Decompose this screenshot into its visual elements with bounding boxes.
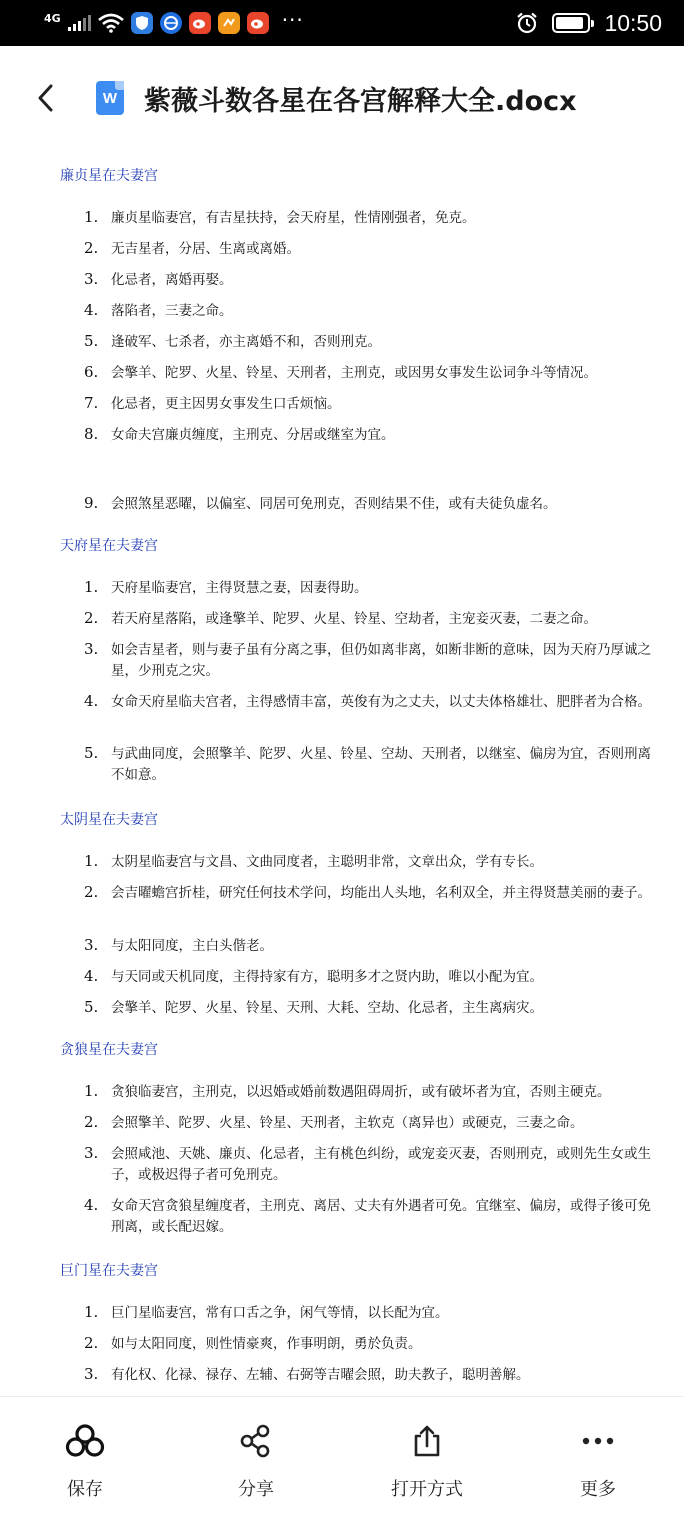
item-number: 5. [84,998,99,1016]
item-text: 太阴星临妻宫与文昌、文曲同度者，主聪明非常，文章出众，学有专长。 [111,854,543,870]
more-label: 更多 [580,1479,616,1500]
item-number: 7. [84,394,99,412]
item-number: 1. [84,1082,99,1100]
share-label: 分享 [238,1479,274,1500]
save-label: 保存 [67,1479,103,1500]
more-notifications-icon: ··· [281,8,304,32]
section-heading: 天府星在夫妻宫 [60,538,158,554]
network-type: 4G [44,11,61,25]
document-title: 紫薇斗数各星在各宫解释大全.docx [144,85,577,117]
item-text: 与武曲同度，会照擎羊、陀罗、火星、铃星、空劫、天刑者，以继室、偏房为宜，否则刑离不如意。 [111,746,651,783]
share-button[interactable] [196,1397,316,1520]
item-text: 化忌者，更主因男女事发生口舌烦恼。 [111,396,341,412]
more-button[interactable] [538,1397,658,1520]
item-number: 5. [84,332,99,350]
app-header [0,46,684,150]
item-number: 4. [84,301,99,319]
weibo-app-icon [189,12,211,34]
item-number: 3. [84,936,99,954]
item-text: 会擎羊、陀罗、火星、铃星、天刑、大耗、空劫、化忌者，主生离病灾。 [111,1000,543,1016]
item-text: 如会吉星者，则与妻子虽有分离之事，但仍如离非离，如断非断的意味，因为天府乃厚诚之星，少刑克之灾。 [111,642,651,679]
item-number: 1. [84,852,99,870]
section-heading: 贪狼星在夫妻宫 [60,1042,158,1058]
item-text: 化忌者，离婚再娶。 [111,272,233,288]
alarm-icon [516,12,538,34]
item-text: 廉贞星临妻宫，有吉星扶持，会天府星，性情刚强者，免克。 [111,210,476,226]
item-number: 3. [84,640,99,658]
item-number: 4. [84,967,99,985]
taobao-app-icon [218,12,240,34]
item-number: 2. [84,239,99,257]
item-number: 2. [84,1334,99,1352]
item-number: 1. [84,1303,99,1321]
wifi-icon [98,13,124,33]
item-text: 会照咸池、天姚、廉贞、化忌者，主有桃色纠纷，或宠妾灭妻，否则刑克，或则先生女或生子，或极迟得子者可免刑克。 [111,1146,651,1183]
item-number: 2. [84,1113,99,1131]
item-text: 贪狼临妻宫，主刑克，以迟婚或婚前数遇阻碍周折，或有破坏者为宜，否则主硬克。 [111,1084,611,1100]
section-heading: 太阴星在夫妻宫 [60,812,158,828]
clock: 10:50 [604,9,662,36]
save-button[interactable] [25,1397,145,1520]
item-text: 与天同或天机同度，主得持家有方，聪明多才之贤内助，唯以小配为宜。 [111,969,543,985]
more-icon [578,1421,618,1461]
item-number: 4. [84,692,99,710]
document-viewer[interactable] [0,150,684,1396]
item-text: 女命天宫贪狼星缠度者，主刑克、离居、丈夫有外遇者可免。宜继室、偏房，或得子後可免刑离，或长配迟嫁。 [111,1198,651,1235]
item-text: 落陷者，三妻之命。 [111,303,233,319]
item-text: 天府星临妻宫，主得贤慧之妻，因妻得助。 [111,580,368,596]
item-text: 会吉曜蟾宫折桂，研究任何技术学问，均能出人头地，名利双全，并主得贤慧美丽的妻子。 [111,885,651,901]
weibo-app-icon-2 [247,12,269,34]
signal-icon [68,15,91,31]
item-text: 若天府星落陷，或逢擎羊、陀罗、火星、铃星、空劫者，主宠妾灭妻，二妻之命。 [111,611,597,627]
item-text: 会擎羊、陀罗、火星、铃星、天刑者，主刑克，或因男女事发生讼词争斗等情况。 [111,365,597,381]
item-number: 5. [84,744,99,762]
item-number: 1. [84,578,99,596]
browser-app-icon [160,12,182,34]
status-right [516,10,662,37]
item-number: 6. [84,363,99,381]
save-icon [65,1421,105,1461]
item-number: 3. [84,1365,99,1383]
item-text: 女命天府星临夫宫者，主得感情丰富，英俊有为之丈夫，以丈夫体格雄壮、肥胖者为合格。 [111,694,651,710]
open-with-button[interactable] [367,1397,487,1520]
item-text: 逢破军、七杀者，亦主离婚不和，否则刑克。 [111,334,381,350]
item-text: 女命夫宫廉贞缠度，主刑克、分居或继室为宜。 [111,427,395,443]
item-text: 会照擎羊、陀罗、火星、铃星、天刑者，主软克（离异也）或硬克，三妻之命。 [111,1115,584,1131]
item-number: 2. [84,609,99,627]
section-heading: 巨门星在夫妻宫 [60,1263,158,1279]
word-doc-icon: W [96,81,124,115]
status-left [44,8,304,35]
item-text: 与太阳同度，主白头偕老。 [111,938,273,954]
open-with-label: 打开方式 [391,1479,463,1500]
share-icon [236,1421,276,1461]
item-number: 3. [84,1144,99,1162]
open-with-icon [407,1421,447,1461]
item-text: 无吉星者，分居、生离或离婚。 [111,241,300,257]
item-number: 2. [84,883,99,901]
chevron-left-icon [36,84,54,112]
item-text: 会照煞星恶曜，以偏室、同居可免刑克，否则结果不佳，或有夫徒负虚名。 [111,496,557,512]
item-text: 有化权、化禄、禄存、左辅、右弼等吉曜会照，助夫教子，聪明善解。 [111,1367,530,1383]
bottom-toolbar [0,1396,684,1520]
shield-app-icon [131,12,153,34]
item-text: 巨门星临妻宫，常有口舌之争，闲气等情，以长配为宜。 [111,1305,449,1321]
status-bar [0,0,684,46]
back-button[interactable] [30,83,60,113]
item-number: 8. [84,425,99,443]
item-number: 1. [84,208,99,226]
item-text: 如与太阳同度，则性情豪爽，作事明朗，勇於负责。 [111,1336,422,1352]
item-number: 3. [84,270,99,288]
item-number: 4. [84,1196,99,1214]
section-heading: 廉贞星在夫妻宫 [60,168,158,184]
item-number: 9. [84,494,99,512]
battery-icon [552,13,590,33]
